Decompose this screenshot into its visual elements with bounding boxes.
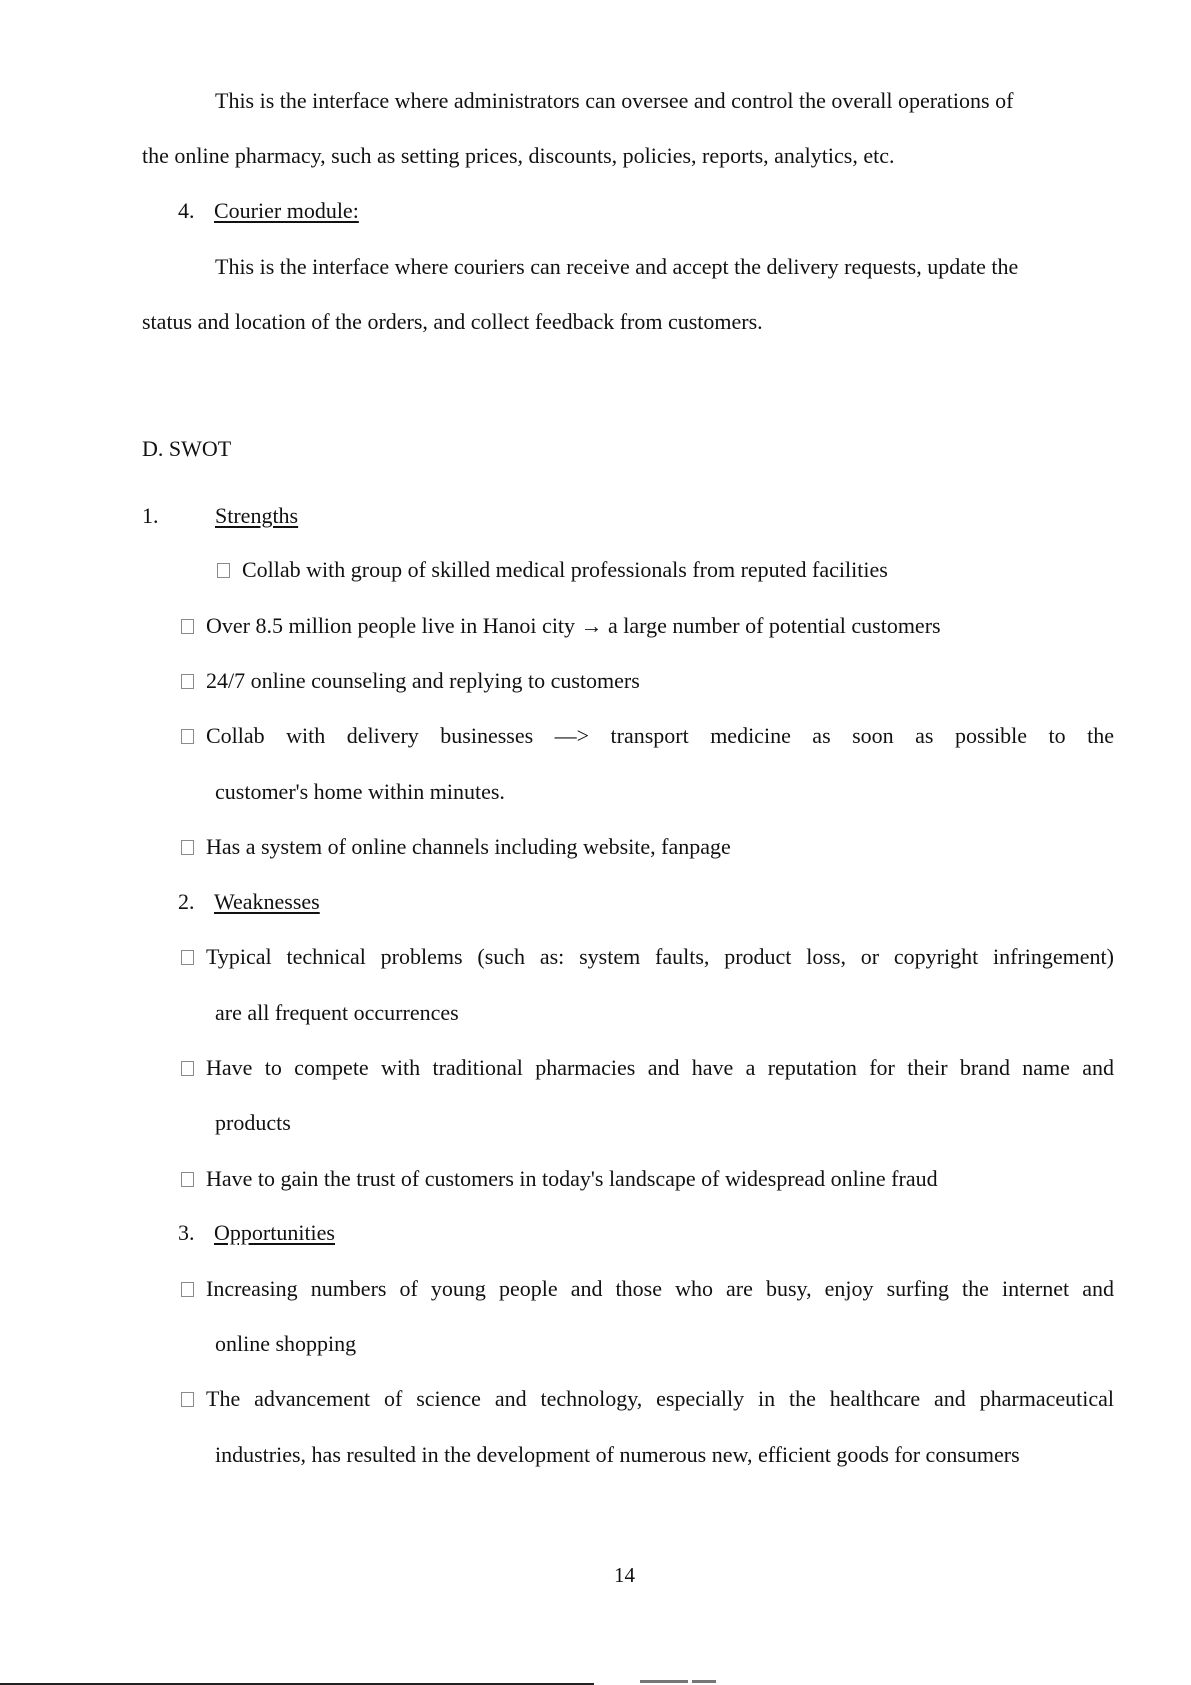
strength-item: Collab with group of skilled medical professionals from reputed facilities (217, 557, 888, 583)
opportunity-item: Increasing numbers of young people and those who are busy, enjoy surfing the internet and (181, 1276, 1114, 1302)
checkbox-icon (181, 729, 194, 744)
weakness-item: Have to compete with traditional pharmacies and have a reputation for their brand name and (181, 1055, 1114, 1081)
page-number: 14 (614, 1563, 635, 1587)
weakness-item: Have to gain the trust of customers in today's landscape of widespread online fraud (181, 1166, 938, 1192)
checkbox-icon (217, 563, 230, 578)
courier-number: 4. (178, 198, 195, 223)
strengths-heading: Strengths (215, 503, 299, 528)
weaknesses-heading-row (178, 889, 320, 915)
checkbox-icon (181, 674, 194, 689)
strength-item-continuation: customer's home within minutes. (215, 779, 505, 804)
page-bottom-fragment (640, 1680, 688, 1683)
weaknesses-number: 2. (178, 889, 195, 914)
checkbox-icon (181, 1282, 194, 1297)
strength-item: Collab with delivery businesses —> transport medicine as soon as possible to the (181, 723, 1114, 749)
checkbox-icon (181, 950, 194, 965)
opportunity-item: The advancement of science and technology, especially in the healthcare and pharmaceutical (181, 1386, 1114, 1412)
strength-item: Has a system of online channels including website, fanpage (181, 834, 731, 860)
strength-item: 24/7 online counseling and replying to customers (181, 668, 640, 694)
courier-description-line2: status and location of the orders, and collect feedback from customers. (142, 309, 763, 334)
opportunities-number: 3. (178, 1220, 195, 1245)
courier-module-heading (178, 198, 359, 224)
weakness-item-continuation: are all frequent occurrences (215, 1000, 459, 1025)
opportunity-item-continuation: industries, has resulted in the development of numerous new, efficient goods for consumers (215, 1442, 1020, 1467)
checkbox-icon (181, 619, 194, 634)
weakness-item-continuation: products (215, 1110, 291, 1135)
courier-heading-text: Courier module: (214, 198, 359, 223)
page-bottom-fragment (692, 1680, 716, 1683)
weakness-item: Typical technical problems (such as: system faults, product loss, or copyright infringement) (181, 944, 1114, 970)
checkbox-icon (181, 1061, 194, 1076)
opportunity-item-continuation: online shopping (215, 1331, 357, 1356)
checkbox-icon (181, 840, 194, 855)
checkbox-icon (181, 1172, 194, 1187)
opportunities-heading-row (178, 1220, 335, 1246)
swot-title: D. SWOT (142, 436, 232, 461)
checkbox-icon (181, 1392, 194, 1407)
admin-description-line2: the online pharmacy, such as setting prices, discounts, policies, reports, analytics, etc. (142, 143, 895, 168)
strengths-number: 1. (142, 503, 159, 528)
opportunities-heading: Opportunities (214, 1220, 335, 1245)
weaknesses-heading: Weaknesses (214, 889, 320, 914)
strength-item: Over 8.5 million people live in Hanoi city → a large number of potential customers (181, 613, 941, 639)
courier-description-line1: This is the interface where couriers can receive and accept the delivery requests, update the (215, 254, 1019, 279)
admin-description-line1: This is the interface where administrators can oversee and control the overall operations of (215, 88, 1014, 113)
